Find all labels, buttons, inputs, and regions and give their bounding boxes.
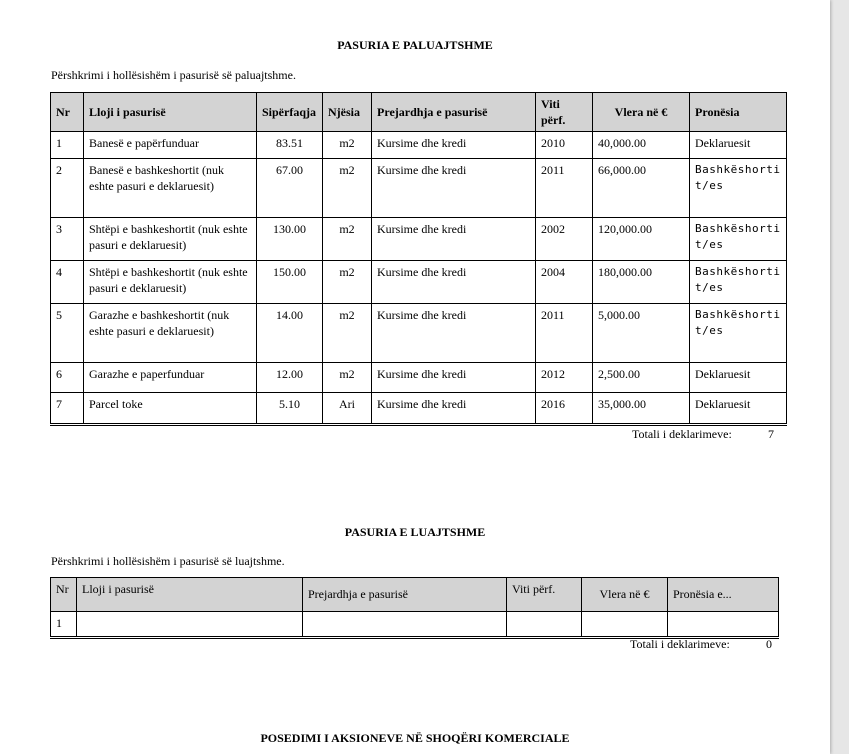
cell-value: 5,000.00 [593, 304, 690, 363]
cell-owner: Deklaruesit [690, 363, 787, 393]
cell-year: 2011 [536, 159, 593, 218]
cell-value: 40,000.00 [593, 132, 690, 159]
table-row [51, 393, 787, 425]
cell-origin: Kursime dhe kredi [372, 261, 536, 304]
cell-origin: Kursime dhe kredi [372, 363, 536, 393]
cell-origin: Kursime dhe kredi [372, 393, 536, 425]
cell-area: 150.00 [257, 261, 323, 304]
cell-year [507, 612, 582, 638]
cell-type: Banesë e bashkeshortit (nuk eshte pasuri e deklaruesit) [84, 159, 257, 218]
cell-origin: Kursime dhe kredi [372, 159, 536, 218]
table-row [51, 304, 787, 363]
cell-unit: m2 [323, 218, 372, 261]
cell-nr: 6 [51, 363, 84, 393]
cell-value: 120,000.00 [593, 218, 690, 261]
cell-year: 2004 [536, 261, 593, 304]
cell-type: Parcel toke [84, 393, 257, 425]
cell-nr: 2 [51, 159, 84, 218]
movable-table [50, 577, 779, 639]
cell-nr: 1 [51, 132, 84, 159]
cell-owner: Deklaruesit [690, 393, 787, 425]
cell-nr: 7 [51, 393, 84, 425]
cell-value: 66,000.00 [593, 159, 690, 218]
cell-type: Shtëpi e bashkeshortit (nuk eshte pasuri e deklaruesit) [84, 261, 257, 304]
col-value: Vlera në € [593, 93, 690, 132]
immovable-section-title: PASURIA E PALUAJTSHME [337, 38, 493, 52]
movable-section-title: PASURIA E LUAJTSHME [344, 525, 486, 539]
cell-origin: Kursime dhe kredi [372, 218, 536, 261]
cell-unit: Ari [323, 393, 372, 425]
cell-type: Garazhe e bashkeshortit (nuk eshte pasuri e deklaruesit) [84, 304, 257, 363]
cell-value: 180,000.00 [593, 261, 690, 304]
immovable-total-value: 7 [768, 427, 774, 441]
cell-unit: m2 [323, 159, 372, 218]
col-year: Viti përf. [507, 578, 582, 612]
col-nr: Nr [51, 93, 84, 132]
cell-origin [303, 612, 507, 638]
table-row [51, 261, 787, 304]
cell-unit: m2 [323, 304, 372, 363]
col-owner: Pronësia e... [668, 578, 779, 612]
cell-value [582, 612, 668, 638]
cell-value: 2,500.00 [593, 363, 690, 393]
col-nr: Nr [51, 578, 77, 612]
cell-value: 35,000.00 [593, 393, 690, 425]
table-row [51, 159, 787, 218]
immovable-description: Përshkrimi i hollësishëm i pasurisë së paluajtshme. [51, 68, 296, 82]
cell-owner: Bashkëshortit/es [690, 304, 787, 363]
table-row [51, 612, 779, 638]
cell-year: 2002 [536, 218, 593, 261]
cell-type: Banesë e papërfunduar [84, 132, 257, 159]
shares-section-title: POSEDIMI I AKSIONEVE NË SHOQËRI KOMERCIALE [260, 731, 570, 745]
cell-type: Shtëpi e bashkeshortit (nuk eshte pasuri e deklaruesit) [84, 218, 257, 261]
cell-owner: Bashkëshortit/es [690, 159, 787, 218]
cell-area: 14.00 [257, 304, 323, 363]
table-row [51, 363, 787, 393]
col-unit: Njësia [323, 93, 372, 132]
immovable-total-label: Totali i deklarimeve: [632, 427, 732, 441]
col-owner: Pronësia [690, 93, 787, 132]
col-year: Viti përf. [536, 93, 593, 132]
cell-origin: Kursime dhe kredi [372, 132, 536, 159]
col-type: Lloji i pasurisë [84, 93, 257, 132]
cell-origin: Kursime dhe kredi [372, 304, 536, 363]
col-origin: Prejardhja e pasurisë [303, 578, 507, 612]
cell-unit: m2 [323, 363, 372, 393]
cell-year: 2012 [536, 363, 593, 393]
cell-area: 67.00 [257, 159, 323, 218]
col-type: Lloji i pasurisë [77, 578, 303, 612]
cell-type [77, 612, 303, 638]
cell-nr: 1 [51, 612, 77, 638]
cell-unit: m2 [323, 132, 372, 159]
cell-area: 12.00 [257, 363, 323, 393]
cell-year: 2011 [536, 304, 593, 363]
immovable-header-row [51, 93, 787, 132]
cell-area: 5.10 [257, 393, 323, 425]
table-row [51, 218, 787, 261]
cell-unit: m2 [323, 261, 372, 304]
cell-nr: 3 [51, 218, 84, 261]
cell-owner [668, 612, 779, 638]
cell-type: Garazhe e paperfunduar [84, 363, 257, 393]
col-value: Vlera në € [582, 578, 668, 612]
immovable-table [50, 92, 787, 426]
table-row [51, 132, 787, 159]
cell-area: 83.51 [257, 132, 323, 159]
cell-year: 2010 [536, 132, 593, 159]
cell-nr: 4 [51, 261, 84, 304]
movable-description: Përshkrimi i hollësishëm i pasurisë së luajtshme. [51, 554, 285, 568]
cell-year: 2016 [536, 393, 593, 425]
col-origin: Prejardhja e pasurisë [372, 93, 536, 132]
cell-nr: 5 [51, 304, 84, 363]
movable-total-label: Totali i deklarimeve: [630, 637, 730, 651]
cell-area: 130.00 [257, 218, 323, 261]
cell-owner: Bashkëshortit/es [690, 218, 787, 261]
cell-owner: Bashkëshortit/es [690, 261, 787, 304]
movable-total-value: 0 [766, 637, 772, 651]
col-area: Sipërfaqja [257, 93, 323, 132]
cell-owner: Deklaruesit [690, 132, 787, 159]
movable-header-row [51, 578, 779, 612]
